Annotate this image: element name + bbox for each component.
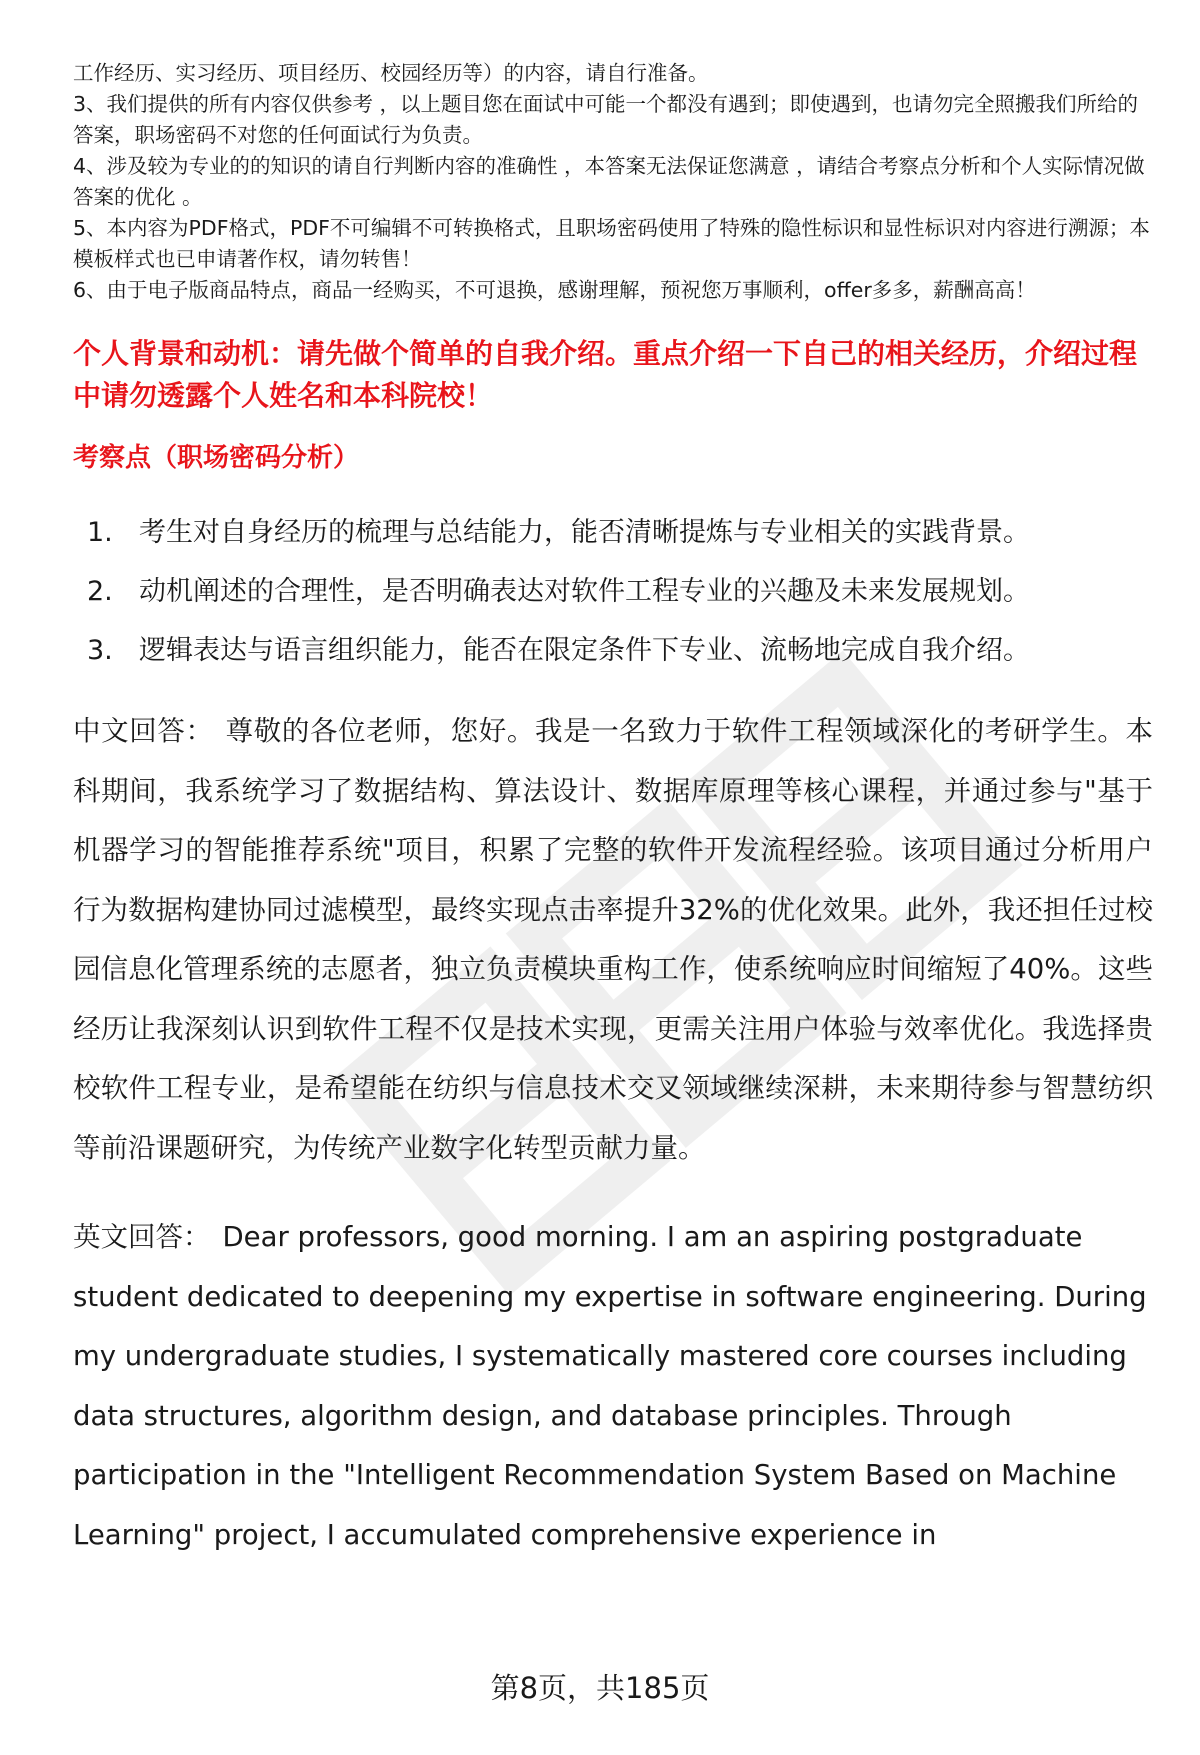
notice-item: 3、我们提供的所有内容仅供参考 ，以上题目您在面试中可能一个都没有遇到；即使遇到，也请勿完全照搬我们所给的答案，职场密码不对您的任何面试行为负责。 <box>73 92 1139 147</box>
key-points-list <box>73 503 1153 680</box>
chinese-answer-label: 中文回答： <box>73 715 214 747</box>
interview-question: 个人背景和动机：请先做个简单的自我介绍。重点介绍一下自己的相关经历，介绍过程中请勿透露个人姓名和本科院校！ <box>73 337 1138 412</box>
key-points-heading: 考察点（职场密码分析） <box>73 443 360 473</box>
notice-item: 工作经历、实习经历、项目经历、校园经历等）的内容，请自行准备。 <box>73 61 709 85</box>
key-point-text: 逻辑表达与语言组织能力，能否在限定条件下专业、流畅地完成自我介绍。 <box>139 635 1030 666</box>
english-answer-label: 英文回答： <box>73 1221 211 1253</box>
notice-item: 6、由于电子版商品特点，商品一经购买，不可退换，感谢理解，预祝您万事顺利，offer多多，薪酬高高！ <box>73 278 1036 302</box>
key-point-item <box>73 562 1153 621</box>
english-answer <box>73 1208 1153 1565</box>
key-point-item <box>73 503 1153 562</box>
key-point-number: 2. <box>87 576 113 607</box>
chinese-answer <box>73 702 1153 1178</box>
key-point-text: 考生对自身经历的梳理与总结能力，能否清晰提炼与专业相关的实践背景。 <box>139 517 1030 548</box>
notice-item: 5、本内容为PDF格式，PDF不可编辑不可转换格式，且职场密码使用了特殊的隐性标识和显性标识对内容进行溯源；本模板样式也已申请著作权，请勿转售！ <box>73 216 1150 271</box>
page-number: 第8页，共185页 <box>490 1671 710 1705</box>
key-point-item <box>73 621 1153 680</box>
content-area <box>73 58 1153 1565</box>
english-answer-text: Dear professors, good morning. I am an aspiring postgraduate student dedicated to deepening my expertise in software engineering. During my undergraduate studies, I systematically mastered core courses including data structures, algorithm design, and database principles. Through participation in the "Intelligent Recommendation System Based on Machine Learning" project, I accumulated comprehensive experience in <box>73 1221 1147 1551</box>
notice-list <box>73 58 1153 306</box>
key-point-number: 3. <box>87 635 113 666</box>
key-point-text: 动机阐述的合理性，是否明确表达对软件工程专业的兴趣及未来发展规划。 <box>139 576 1030 607</box>
key-point-number: 1. <box>87 517 113 548</box>
notice-item: 4、涉及较为专业的的知识的请自行判断内容的准确性 ，本答案无法保证您满意 ，请结合考察点分析和个人实际情况做答案的优化 。 <box>73 154 1145 209</box>
chinese-answer-text: 尊敬的各位老师，您好。我是一名致力于软件工程领域深化的考研学生。本科期间，我系统学习了数据结构、算法设计、数据库原理等核心课程，并通过参与"基于机器学习的智能推荐系统"项目，积累了完整的软件开发流程经验。该项目通过分析用户行为数据构建协同过滤模型，最终实现点击率提升32%的优化效果。此外，我还担任过校园信息化管理系统的志愿者，独立负责模块重构工作，使系统响应时间缩短了40%。这些经历让我深刻认识到软件工程不仅是技术实现，更需关注用户体验与效率优化。我选择贵校软件工程专业，是希望能在纺织与信息技术交叉领域继续深耕，未来期待参与智慧纺织等前沿课题研究，为传统产业数字化转型贡献力量。 <box>73 715 1153 1164</box>
